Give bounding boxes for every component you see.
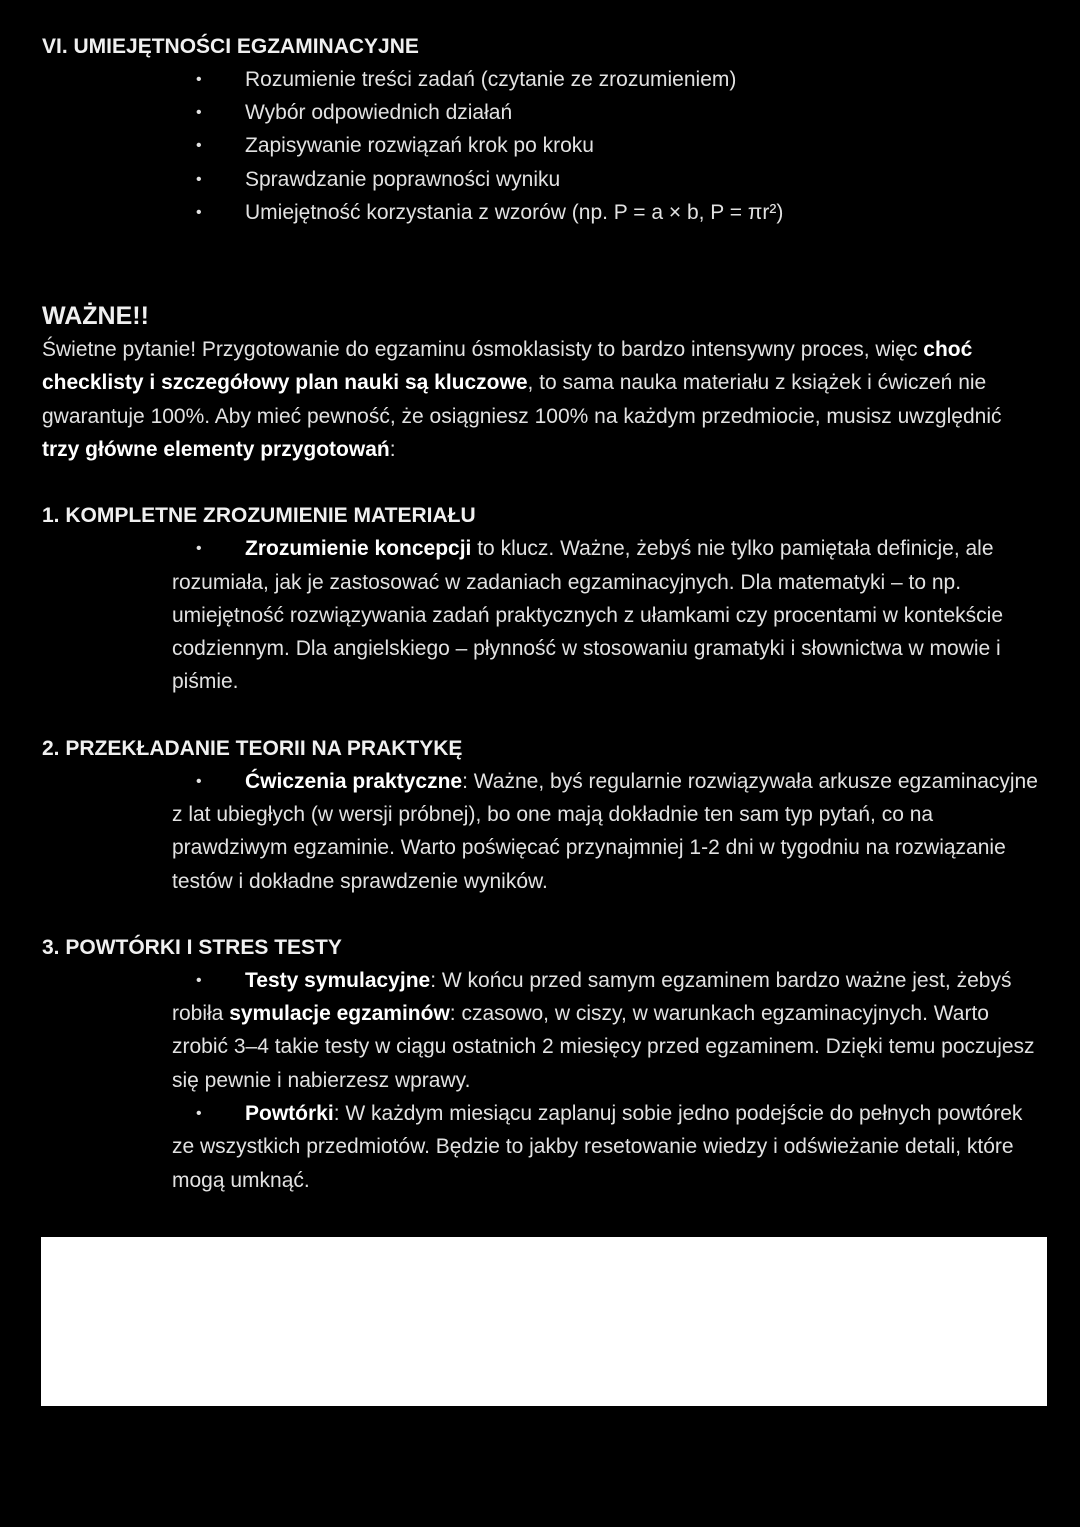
section-vi-title: VI. UMIEJĘTNOŚCI EGZAMINACYJNE	[42, 35, 419, 58]
document-content	[42, 30, 1042, 1197]
bullet-icon: •	[196, 1105, 202, 1123]
list-item: • Ćwiczenia praktyczne: Ważne, byś regularnie rozwiązywała arkusze egzaminacyjne z lat ubiegłych (w wersji próbnej), bo one mają dokładnie ten sam typ pytań, co na prawdziwym egzaminie. Warto poświęcać przynajmniej 1-2 dni w tygodniu na rozwiązanie testów i dokładne sprawdzenie wyników.	[42, 765, 1042, 898]
list-item: • Powtórki: W każdym miesiącu zaplanuj sobie jedno podejście do pełnych powtórek ze wszystkich przedmiotów. Będzie to jakby resetowanie wiedzy i odświeżanie detali, które mogą umknąć.	[42, 1097, 1042, 1197]
section-1	[42, 499, 1042, 698]
list-item: • Sprawdzanie poprawności wyniku	[42, 163, 1042, 196]
section-1-title: 1. KOMPLETNE ZROZUMIENIE MATERIAŁU	[42, 504, 476, 528]
bullet-icon: •	[196, 203, 202, 221]
list-item: • Rozumienie treści zadań (czytanie ze zrozumieniem)	[42, 63, 1042, 96]
blank-panel	[41, 1237, 1047, 1406]
bullet-icon: •	[196, 971, 202, 989]
bullet-icon: •	[196, 772, 202, 790]
important-intro: Świetne pytanie! Przygotowanie do egzaminu ósmoklasisty to bardzo intensywny proces, więc choć checklisty i szczegółowy plan nauki są kluczowe, to sama nauka materiału z książek i ćwiczeń nie gwarantuje 100%. Aby mieć pewność, że osiągniesz 100% na każdym przedmiocie, musisz uwzględnić trzy główne elementy przygotowań:	[42, 338, 1002, 461]
section-2	[42, 732, 1042, 898]
bullet-icon: •	[196, 104, 202, 122]
list-item: • Zapisywanie rozwiązań krok po kroku	[42, 129, 1042, 162]
skills-list	[42, 63, 1042, 229]
section-2-title: 2. PRZEKŁADANIE TEORII NA PRAKTYKĘ	[42, 736, 463, 760]
important-title: WAŻNE!!	[42, 302, 149, 331]
bullet-icon: •	[196, 71, 202, 88]
bullet-icon: •	[196, 540, 202, 558]
list-item: • Wybór odpowiednich działań	[42, 96, 1042, 129]
section-3-title: 3. POWTÓRKI I STRES TESTY	[42, 935, 342, 959]
list-item: • Umiejętność korzystania z wzorów (np. P = a × b, P = πr²)	[42, 196, 1042, 229]
list-item: • Zrozumienie koncepcji to klucz. Ważne, żebyś nie tylko pamiętała definicje, ale rozumiała, jak je zastosować w zadaniach egzaminacyjnych. Dla matematyki – to np. umiejętność rozwiązywania zadań praktycznych z ułamkami czy procentami w kontekście codziennym. Dla angielskiego – płynność w stosowaniu gramatyki i słownictwa w mowie i piśmie.	[42, 532, 1042, 698]
list-item: • Testy symulacyjne: W końcu przed samym egzaminem bardzo ważne jest, żebyś robiła symulacje egzaminów: czasowo, w ciszy, w warunkach egzaminacyjnych. Warto zrobić 3–4 takie testy w ciągu ostatnich 2 miesięcy przed egzaminem. Dzięki temu poczujesz się pewnie i nabierzesz wprawy.	[42, 964, 1042, 1097]
section-3	[42, 931, 1042, 1197]
bullet-icon: •	[196, 137, 202, 155]
bullet-icon: •	[196, 170, 202, 188]
